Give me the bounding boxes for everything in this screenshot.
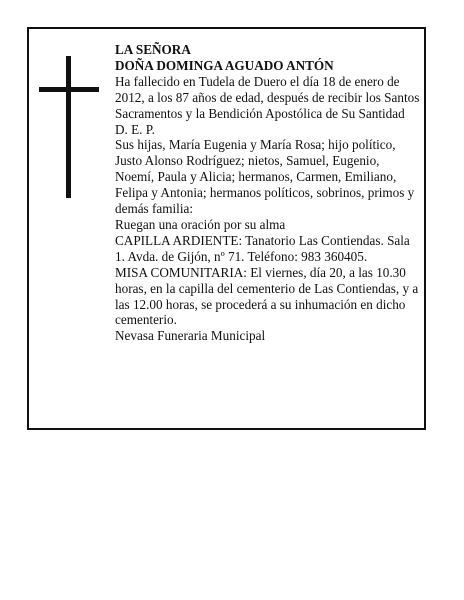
family-list: Sus hijas, María Eugenia y María Rosa; hijo político, Justo Alonso Rodríguez; nietos, Samuel, Eugenio, Noemí, Paula y Alicia; hermanos, Carmen, Emiliano, Felipa y Antonia; hermanos políticos, sobrinos, primos y demás familia: xyxy=(115,137,415,217)
cross-vertical-bar xyxy=(66,56,71,198)
prayer-request: Ruegan una oración por su alma xyxy=(115,216,286,232)
funeral-home: Nevasa Funeraria Municipal xyxy=(115,328,266,344)
death-announcement: Ha fallecido en Tudela de Duero el día 18 de enero de 2012, a los 87 años de edad, después de recibir los Santos Sacramentos y la Bendición Apostólica de Su Santidad xyxy=(115,73,420,121)
cross-icon xyxy=(39,56,99,198)
cross-horizontal-bar xyxy=(39,87,99,92)
notice-title: LA SEÑORA xyxy=(115,42,191,57)
chapel-info: CAPILLA ARDIENTE: Tanatorio Las Contiendas. Sala 1. Avda. de Gijón, nº 71. Teléfono: 983 360405. xyxy=(115,232,410,264)
rip-line: D. E. P. xyxy=(115,121,155,137)
obituary-notice xyxy=(27,27,426,430)
deceased-name: DOÑA DOMINGA AGUADO ANTÓN xyxy=(115,57,334,73)
notice-text xyxy=(115,42,421,344)
mass-info: MISA COMUNITARIA: El viernes, día 20, a las 10.30 horas, en la capilla del cementerio de Las Contiendas, y a las 12.00 horas, se procederá a su inhumación en dicho cementerio. xyxy=(115,264,419,328)
